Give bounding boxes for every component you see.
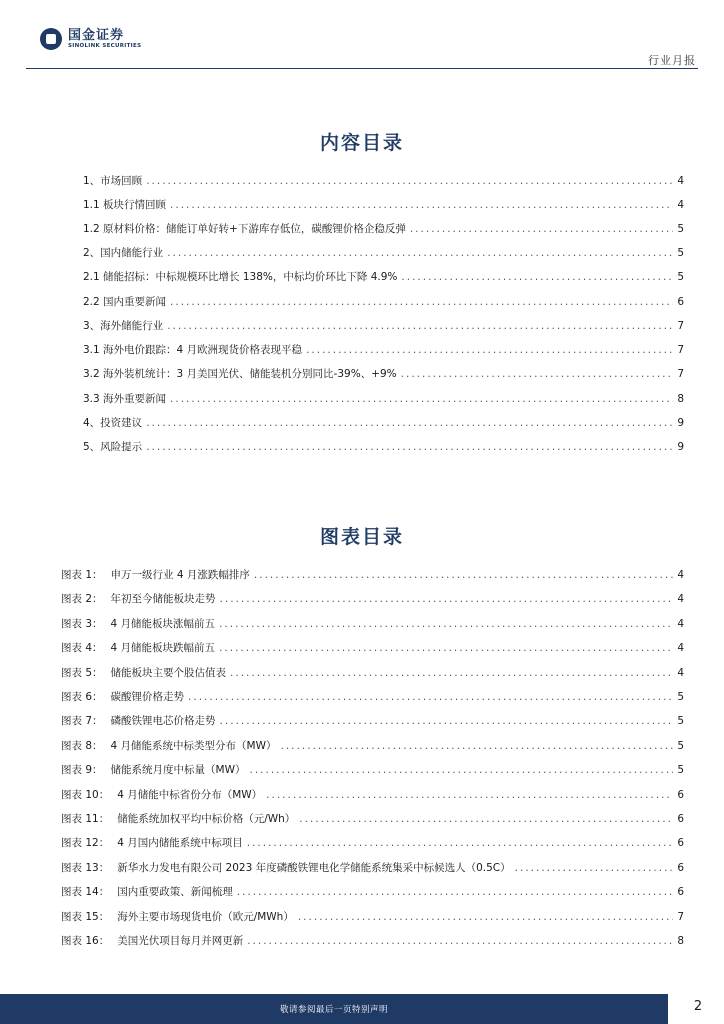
figure-entry-page: 6 (677, 886, 684, 898)
toc-entry-label: 2.1 储能招标：中标规模环比增长 138%，中标均价环比下降 4.9% (83, 271, 398, 283)
dot-leader (170, 393, 673, 405)
figure-entry-page: 4 (677, 569, 684, 581)
dot-leader (306, 344, 673, 356)
dot-leader (170, 199, 673, 211)
dot-leader (401, 368, 674, 380)
toc-entry[interactable] (83, 342, 684, 357)
figure-entry-caption: 海外主要市场现货电价（欧元/MWh） (117, 911, 294, 923)
toc-entry[interactable] (83, 221, 684, 236)
toc-entry-label: 3.1 海外电价跟踪：4 月欧洲现货价格表现平稳 (83, 344, 303, 356)
figure-entry-caption: 磷酸铁锂电芯价格走势 (110, 715, 216, 727)
figure-entry-page: 6 (677, 789, 684, 801)
logo-name-en: SINOLINK SECURITIES (68, 42, 142, 49)
contents-title: 内容目录 (319, 132, 404, 154)
toc-entry[interactable] (83, 366, 684, 381)
figure-entry-label: 图表 9： (61, 764, 103, 776)
dot-leader (220, 715, 674, 727)
page-number: 2 (693, 999, 703, 1014)
figure-entry-label: 图表 7： (61, 715, 103, 727)
dot-leader (220, 593, 674, 605)
toc-entry-page: 4 (677, 175, 684, 187)
toc-entry-label: 2.2 国内重要新闻 (83, 296, 167, 308)
figure-entry-label: 图表 1： (61, 569, 103, 581)
figure-entry-page: 5 (677, 740, 684, 752)
toc-entry[interactable] (83, 415, 684, 430)
company-logo (40, 28, 141, 50)
figure-entry-page: 6 (677, 862, 684, 874)
figure-entry[interactable] (61, 787, 684, 802)
figure-entry-page: 4 (677, 667, 684, 679)
toc-entry-page: 7 (677, 320, 684, 332)
figure-entry-caption: 年初至今储能板块走势 (110, 593, 216, 605)
figure-entry-caption: 储能系统加权平均中标价格（元/Wh） (117, 813, 296, 825)
figure-entry[interactable] (61, 591, 684, 606)
figure-entry[interactable] (61, 738, 684, 753)
figure-entry-label: 图表 11： (61, 813, 110, 825)
figure-entry-page: 5 (677, 715, 684, 727)
toc-entry-label: 1、市场回顾 (83, 175, 143, 187)
toc-entry-page: 9 (677, 417, 684, 429)
dot-leader (146, 441, 673, 453)
dot-leader (254, 569, 673, 581)
toc-entry[interactable] (83, 245, 684, 260)
figure-entry[interactable] (61, 909, 684, 924)
figure-entry[interactable] (61, 640, 684, 655)
page-header (0, 0, 724, 70)
figure-entry[interactable] (61, 567, 684, 582)
toc-entry[interactable] (83, 294, 684, 309)
header-divider (26, 68, 698, 69)
figure-entry-page: 5 (677, 691, 684, 703)
figure-entry-label: 图表 6： (61, 691, 103, 703)
figure-entry-label: 图表 13： (61, 862, 110, 874)
figure-entry-page: 4 (677, 593, 684, 605)
figure-entry-caption: 4 月储能中标省份分布（MW） (117, 789, 263, 801)
toc-entry[interactable] (83, 439, 684, 454)
figure-entry-label: 图表 3： (61, 618, 103, 630)
figure-entry-page: 7 (677, 911, 684, 923)
document-type: 行业月报 (648, 54, 696, 67)
toc-entry-page: 7 (677, 344, 684, 356)
dot-leader (281, 740, 674, 752)
toc-entry[interactable] (83, 318, 684, 333)
figures-title: 图表目录 (319, 526, 404, 548)
logo-icon (40, 28, 62, 50)
figure-entry-label: 图表 10： (61, 789, 110, 801)
figure-entry-caption: 储能板块主要个股估值表 (110, 667, 227, 679)
figure-entry-caption: 4 月储能板块涨幅前五 (110, 618, 216, 630)
figure-entry[interactable] (61, 933, 684, 948)
dot-leader (247, 935, 673, 947)
dot-leader (298, 911, 673, 923)
figure-entry-page: 4 (677, 618, 684, 630)
figure-entry-label: 图表 8： (61, 740, 103, 752)
figure-entry-label: 图表 15： (61, 911, 110, 923)
figure-entry[interactable] (61, 762, 684, 777)
figure-entry[interactable] (61, 860, 684, 875)
figure-entry-page: 8 (677, 935, 684, 947)
figure-entry[interactable] (61, 835, 684, 850)
dot-leader (410, 223, 673, 235)
toc-entry-page: 7 (677, 368, 684, 380)
figure-entry-caption: 碳酸锂价格走势 (110, 691, 185, 703)
toc-entry-page: 5 (677, 223, 684, 235)
dot-leader (188, 691, 673, 703)
figure-entry-caption: 储能系统月度中标量（MW） (110, 764, 246, 776)
figure-entry-label: 图表 14： (61, 886, 110, 898)
figure-entry-caption: 申万一级行业 4 月涨跌幅排序 (110, 569, 250, 581)
dot-leader (401, 271, 673, 283)
toc-entry-page: 5 (677, 271, 684, 283)
figure-entry-caption: 美国光伏项目每月并网更新 (117, 935, 244, 947)
dot-leader (237, 886, 674, 898)
toc-entry-label: 5、风险提示 (83, 441, 143, 453)
toc-entry-label: 3.2 海外装机统计：3 月美国光伏、储能装机分别同比-39%、+9% (83, 368, 397, 380)
toc-entry-page: 4 (677, 199, 684, 211)
figure-entry-label: 图表 16： (61, 935, 110, 947)
figure-entry-label: 图表 12： (61, 837, 110, 849)
figure-entry[interactable] (61, 689, 684, 704)
dot-leader (170, 296, 673, 308)
figure-entry[interactable] (61, 811, 684, 826)
figure-entry-caption: 国内重要政策、新闻梳理 (117, 886, 233, 898)
toc-entry-page: 6 (677, 296, 684, 308)
figure-entry[interactable] (61, 665, 684, 680)
figure-entry[interactable] (61, 616, 684, 631)
figure-entry-caption: 4 月国内储能系统中标项目 (117, 837, 243, 849)
figure-entry-caption: 4 月储能系统中标类型分布（MW） (110, 740, 277, 752)
toc-entry-label: 2、国内储能行业 (83, 247, 164, 259)
figure-entry-label: 图表 4： (61, 642, 103, 654)
dot-leader (219, 618, 673, 630)
dot-leader (515, 862, 674, 874)
logo-name-cn: 国金证券 (68, 27, 125, 43)
footer-disclaimer: 敬请参阅最后一页特别声明 (279, 1005, 388, 1015)
figure-entry-caption: 4 月储能板块跌幅前五 (110, 642, 216, 654)
figure-entry-page: 4 (677, 642, 684, 654)
toc-entry-label: 3、海外储能行业 (83, 320, 164, 332)
toc-entry-page: 5 (677, 247, 684, 259)
toc-entry-label: 4、投资建议 (83, 417, 143, 429)
toc-entry-page: 8 (677, 393, 684, 405)
toc-entry[interactable] (83, 269, 684, 284)
toc-entry-label: 3.3 海外重要新闻 (83, 393, 167, 405)
dot-leader (219, 642, 673, 654)
figure-entry-page: 5 (677, 764, 684, 776)
toc-entry[interactable] (83, 391, 684, 406)
dot-leader (247, 837, 674, 849)
dot-leader (266, 789, 673, 801)
toc-entry[interactable] (83, 173, 684, 188)
dot-leader (146, 175, 673, 187)
dot-leader (146, 417, 673, 429)
figure-entry[interactable] (61, 713, 684, 728)
toc-entry-page: 9 (677, 441, 684, 453)
figure-entry-label: 图表 2： (61, 593, 103, 605)
figure-entry-caption: 新华水力发电有限公司 2023 年度磷酸铁锂电化学储能系统集采中标候选人（0.5C） (117, 862, 511, 874)
figure-entry-label: 图表 5： (61, 667, 103, 679)
toc-entry-label: 1.1 板块行情回顾 (83, 199, 167, 211)
figure-entry-page: 6 (677, 837, 684, 849)
dot-leader (167, 320, 673, 332)
dot-leader (299, 813, 673, 825)
figure-entry-page: 6 (677, 813, 684, 825)
dot-leader (167, 247, 673, 259)
toc-entry[interactable] (83, 197, 684, 212)
toc-entry-label: 1.2 原材料价格：储能订单好转+下游库存低位，碳酸锂价格企稳反弹 (83, 223, 406, 235)
dot-leader (249, 764, 673, 776)
figure-entry[interactable] (61, 884, 684, 899)
dot-leader (230, 667, 673, 679)
